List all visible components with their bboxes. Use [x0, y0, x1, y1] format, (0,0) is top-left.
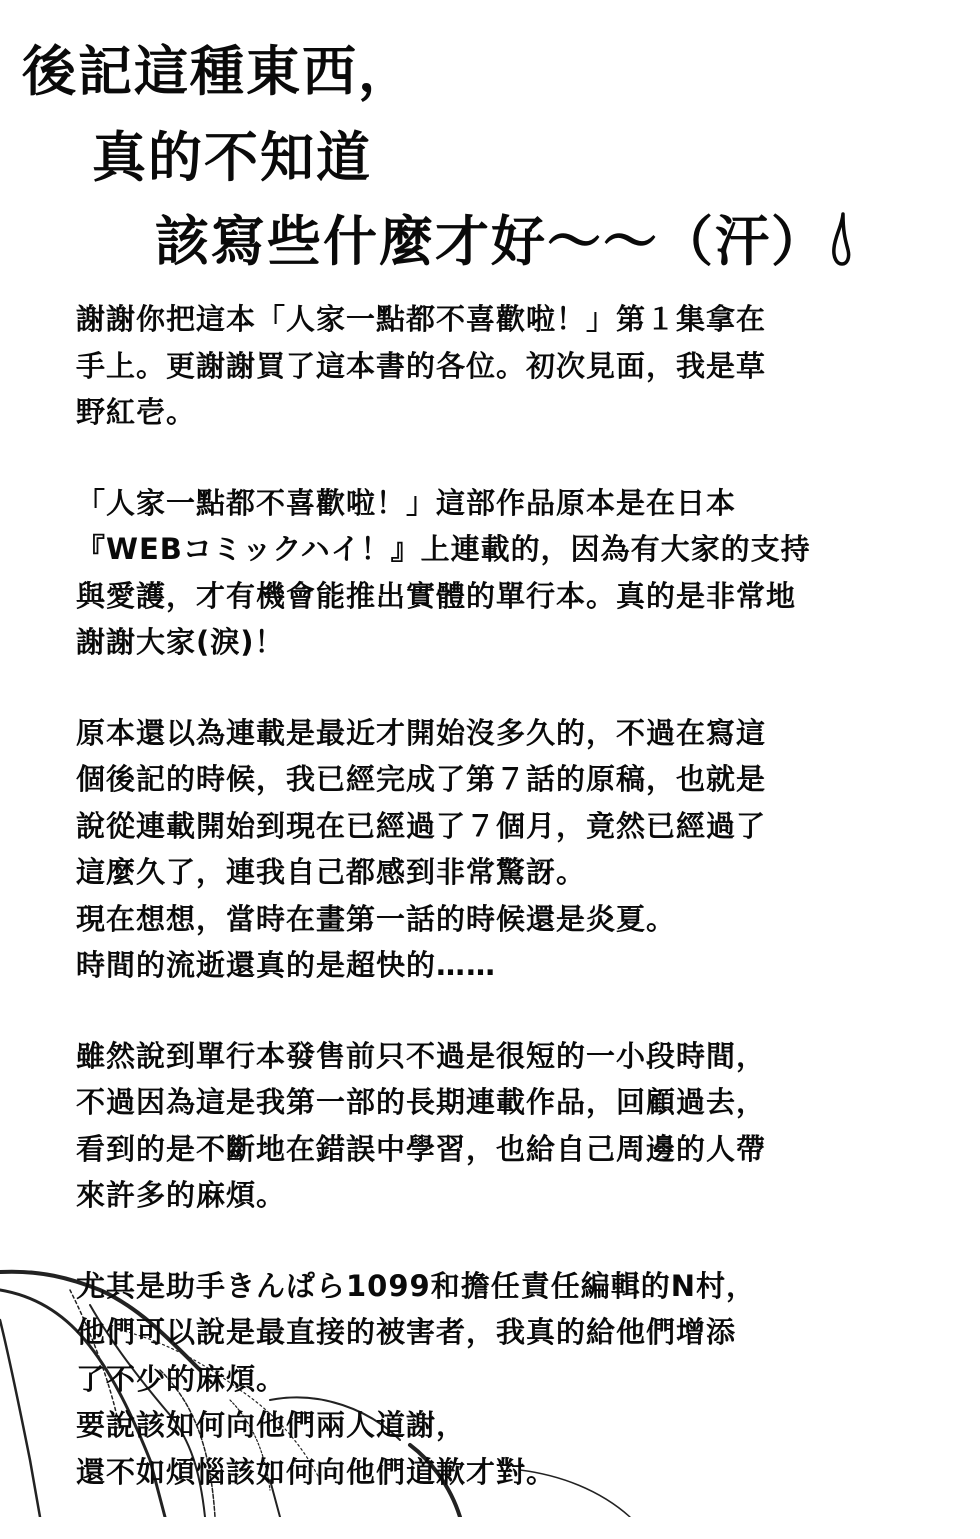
paragraph-2 — [76, 480, 936, 666]
text-line: 要說該如何向他們兩人道謝， — [76, 1408, 467, 1442]
text-line: 與愛護，才有機會能推出實體的單行本。真的是非常地 — [76, 578, 797, 613]
text-line: 來許多的麻煩。 — [76, 1178, 287, 1212]
text-line: 了不少的麻煩。 — [76, 1361, 287, 1396]
paragraph-5 — [76, 1263, 936, 1496]
title-line-3-text: 該寫些什麼才好～～（汗） — [155, 210, 827, 273]
text-line: 謝謝大家(淚)！ — [76, 625, 285, 659]
title-line-3 — [155, 212, 851, 272]
afterword-body — [76, 296, 936, 1539]
text-line: 這麼久了，連我自己都感到非常驚訝。 — [76, 855, 587, 889]
title-line-2: 真的不知道 — [92, 126, 372, 189]
text-line: 個後記的時候，我已經完成了第７話的原稿，也就是 — [76, 762, 767, 796]
text-line: 時間的流逝還真的是超快的…… — [76, 948, 497, 982]
text-line: 『WEBコミックハイ！』上連載的，因為有大家的支持 — [76, 532, 811, 566]
text-line: 不過因為這是我第一部的長期連載作品，回顧過去， — [76, 1085, 767, 1119]
text-line: 看到的是不斷地在錯誤中學習，也給自己周邊的人帶 — [76, 1131, 767, 1166]
text-line: 尤其是助手きんぱら1099和擔任責任編輯的N村， — [76, 1268, 756, 1303]
text-line: 現在想想，當時在畫第一話的時候還是炎夏。 — [76, 901, 677, 936]
title-line-1: 後記這種東西， — [22, 40, 414, 103]
text-line: 雖然說到單行本發售前只不過是很短的一小段時間， — [76, 1038, 767, 1073]
text-line: 「人家一點都不喜歡啦！」這部作品原本是在日本 — [76, 485, 737, 520]
text-line: 野紅壱。 — [76, 395, 197, 429]
paragraph-1 — [76, 296, 936, 436]
text-line: 謝謝你把這本「人家一點都不喜歡啦！」第１集拿在 — [76, 302, 767, 336]
text-line: 說從連載開始到現在已經過了７個月，竟然已經過了 — [76, 808, 767, 843]
text-line: 還不如煩惱該如何向他們道歉才對。 — [76, 1454, 557, 1489]
text-line: 原本還以為連載是最近才開始沒多久的，不過在寫這 — [76, 715, 767, 750]
paragraph-3 — [76, 710, 936, 989]
paragraph-4 — [76, 1033, 936, 1219]
sweat-drop-icon — [831, 212, 851, 266]
text-line: 他們可以說是最直接的被害者，我真的給他們增添 — [76, 1315, 737, 1349]
text-line: 手上。更謝謝買了這本書的各位。初次見面，我是草 — [76, 348, 767, 383]
